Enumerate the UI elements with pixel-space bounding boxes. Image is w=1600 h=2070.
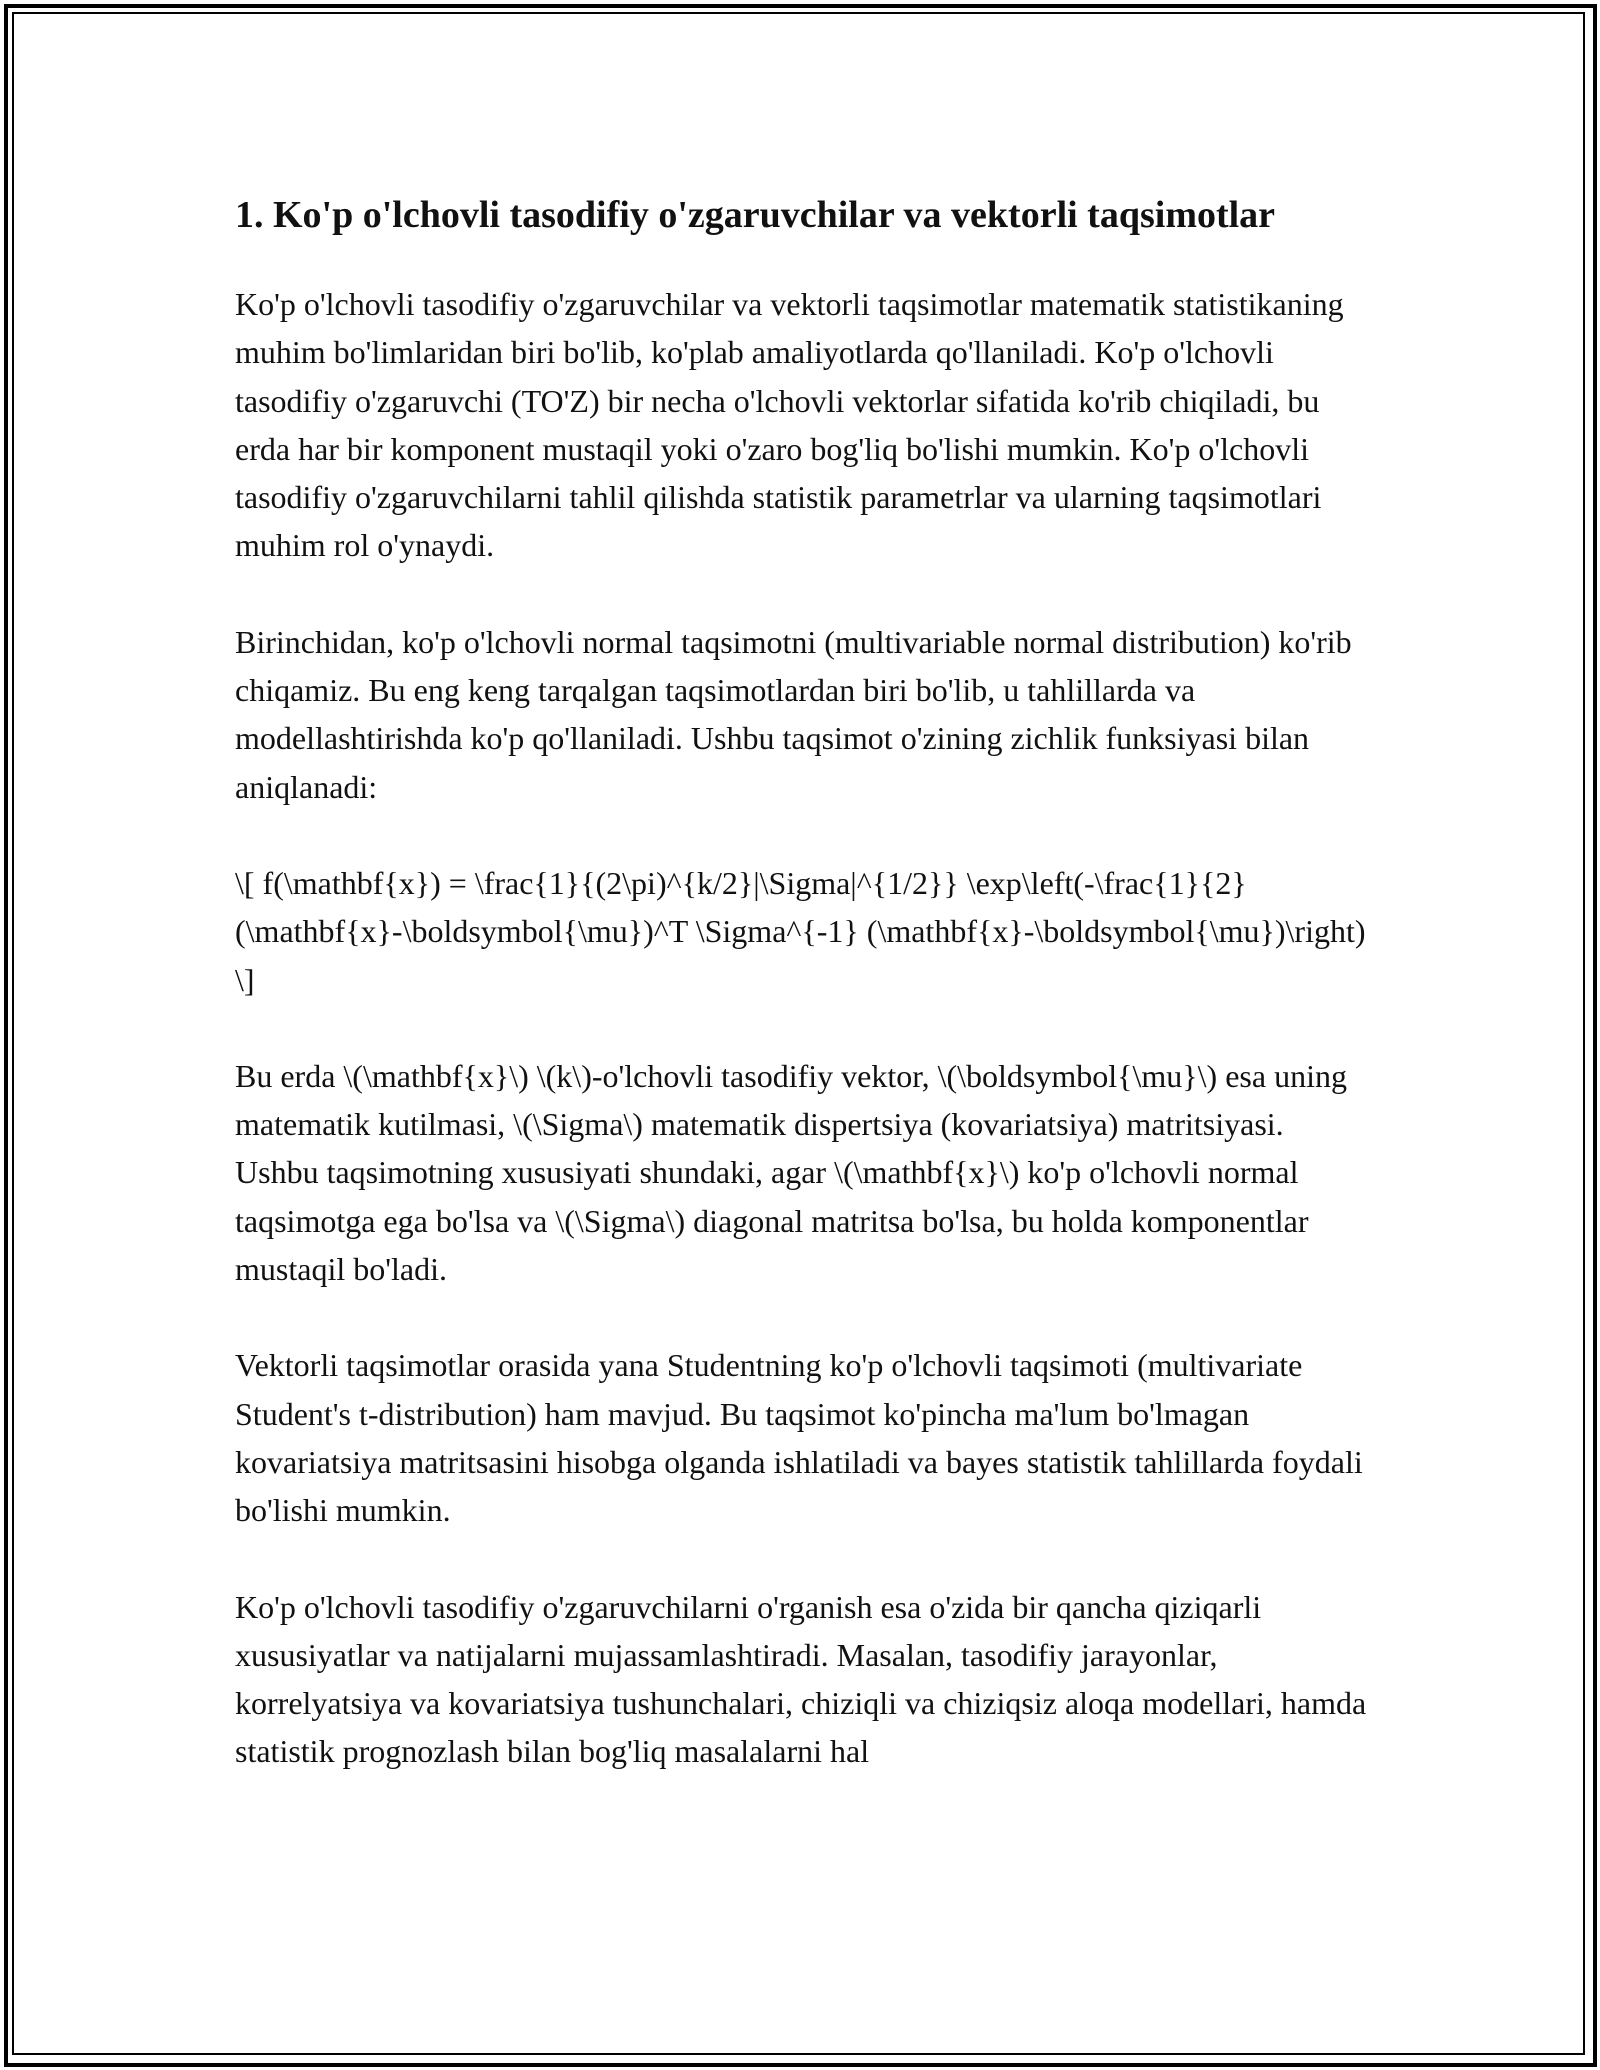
paragraph-study: Ko'p o'lchovli tasodifiy o'zgaruvchilarni o'rganish esa o'zida bir qancha qiziqarli xususiyatlar va natijalarni mujassamlashtiradi. Masalan, tasodifiy jarayonlar, korrelyatsiya va kovariatsiya tushunchalari, chiziqli va chiziqsiz aloqa modellari, hamda statistik prognozlash bilan bog'liq masalalarni hal [235,1588,1367,1770]
document-body [235,188,1375,1824]
paragraph-explanation: Bu erda \(\mathbf{x}\) \(k\)-o'lchovli tasodifiy vektor, \(\boldsymbol{\mu}\) esa uning matematik kutilmasi, \(\Sigma\) matematik dispertsiya (kovariatsiya) matritsiyasi. Ushbu taqsimotning xususiyati shundaki, agar \(\mathbf{x}\) ko'p o'lchovli normal taqsimotga ega bo'lsa va \(\Sigma\) diagonal matritsa bo'lsa, bu holda komponentlar mustaqil bo'ladi. [235,1057,1347,1288]
paragraph-normal-distribution: Birinchidan, ko'p o'lchovli normal taqsimotni (multivariable normal distribution) ko'rib chiqamiz. Bu eng keng tarqalgan taqsimotlardan biri bo'lib, u tahlillarda va modellashtirishda ko'p qo'llaniladi. Ushbu taqsimot o'zining zichlik funksiyasi bilan aniqlanadi: [235,623,1352,805]
paragraph-intro: Ko'p o'lchovli tasodifiy o'zgaruvchilar va vektorli taqsimotlar matematik statistikaning muhim bo'limlaridan biri bo'lib, ko'plab amaliyotlarda qo'llaniladi. Ko'p o'lchovli tasodifiy o'zgaruvchi (TO'Z) bir necha o'lchovli vektorlar sifatida ko'rib chiqiladi, bu erda har bir komponent mustaqil yoki o'zaro bog'liq bo'lishi mumkin. Ko'p o'lchovli tasodifiy o'zgaruvchilarni tahlil qilishda statistik parametrlar va ularning taqsimotlari muhim rol o'ynaydi. [235,286,1344,564]
formula-density-function: \[ f(\mathbf{x}) = \frac{1}{(2\pi)^{k/2}|\Sigma|^{1/2}} \exp\left(-\frac{1}{2}(\mathbf{x}-\boldsymbol{\mu})^T \Sigma^{-1} (\mathbf{x}-\boldsymbol{\mu})\right) \] [235,864,1366,998]
section-heading: 1. Ko'p o'lchovli tasodifiy o'zgaruvchilar va vektorli taqsimotlar [235,194,1276,236]
paragraph-student-distribution: Vektorli taqsimotlar orasida yana Studentning ko'p o'lchovli taqsimoti (multivariate Student's t-distribution) ham mavjud. Bu taqsimot ko'pincha ma'lum bo'lmagan kovariatsiya matritsasini hisobga olganda ishlatiladi va bayes statistik tahlillarda foydali bo'lishi mumkin. [235,1347,1363,1529]
